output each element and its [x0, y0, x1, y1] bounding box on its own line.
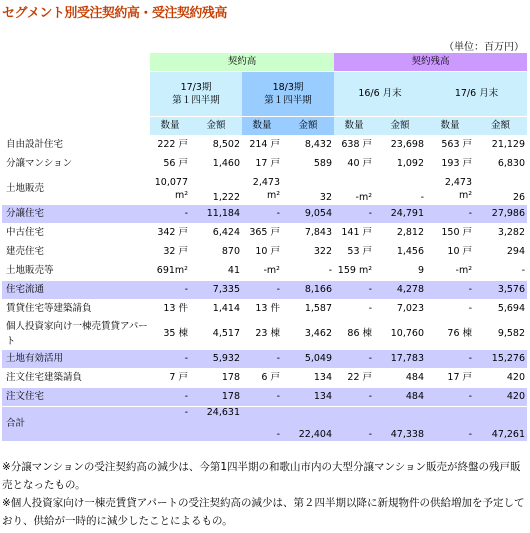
period-header: 17/6 月末	[426, 72, 527, 117]
sub-header: 金額	[374, 117, 426, 136]
amount-cell: 3,462	[282, 319, 334, 350]
amount-cell: 21,129	[474, 136, 527, 155]
quantity-cell: 53 戸	[334, 243, 374, 262]
quantity-cell: 6 戸	[242, 369, 282, 388]
quantity-cell: -	[150, 205, 190, 224]
quantity-cell: 17 戸	[426, 369, 474, 388]
row-label: 建売住宅	[2, 243, 150, 262]
sub-header: 金額	[282, 117, 334, 136]
period-line: 17/3期	[180, 82, 212, 93]
amount-cell: 870	[190, 243, 242, 262]
page-title: セグメント別受注契約高・受注契約残高	[2, 6, 227, 21]
sub-header-row	[2, 117, 527, 136]
unit-suffix: m²	[458, 190, 473, 201]
amount-cell: 134	[282, 369, 334, 388]
period-header: 16/6 月末	[334, 72, 426, 117]
table-row	[2, 262, 527, 281]
quantity-cell: -	[242, 388, 282, 407]
quantity-cell: -	[334, 300, 374, 319]
quantity-cell	[426, 174, 474, 205]
amount-cell: -	[374, 174, 426, 205]
sub-header: 金額	[474, 117, 527, 136]
amount-cell: 484	[374, 369, 426, 388]
footnote: ※分譲マンションの受注契約高の減少は、今第1四半期の和歌山市内の大型分譲マンション販売が終盤の残戸販売となったもの。	[2, 461, 521, 491]
amount-cell: -	[474, 262, 527, 281]
quantity-cell: -	[426, 407, 474, 442]
amount-cell: 5,932	[190, 350, 242, 369]
quantity-cell: 7 戸	[150, 369, 190, 388]
table-row	[2, 369, 527, 388]
quantity-cell: -m²	[426, 262, 474, 281]
period-line: 18/3期	[272, 82, 304, 93]
table-row	[2, 136, 527, 155]
sub-header: 数量	[242, 117, 282, 136]
row-label: 中古住宅	[2, 224, 150, 243]
row-label: 分譲住宅	[2, 205, 150, 224]
quantity-cell	[242, 174, 282, 205]
quantity-cell: -	[242, 350, 282, 369]
quantity-cell: 159 m²	[334, 262, 374, 281]
quantity-cell: -	[242, 281, 282, 300]
amount-cell: 6,830	[474, 155, 527, 174]
amount-cell: 9,582	[474, 319, 527, 350]
backlog-group-header: 契約残高	[334, 53, 527, 72]
sub-header: 数量	[334, 117, 374, 136]
amount-cell: 23,698	[374, 136, 426, 155]
amount-cell: 1,587	[282, 300, 334, 319]
amount-cell: 3,282	[474, 224, 527, 243]
amount-cell: -	[282, 262, 334, 281]
sub-header: 金額	[190, 117, 242, 136]
quantity-cell: 76 棟	[426, 319, 474, 350]
quantity-cell: 10 戸	[242, 243, 282, 262]
period-header	[242, 72, 334, 117]
period-header	[150, 72, 242, 117]
amount-cell: 7,023	[374, 300, 426, 319]
contract-group-header: 契約高	[150, 53, 334, 72]
quantity-cell: 86 棟	[334, 319, 374, 350]
amount-cell: 41	[190, 262, 242, 281]
quantity-cell: 563 戸	[426, 136, 474, 155]
table-row	[2, 155, 527, 174]
quantity-cell: 638 戸	[334, 136, 374, 155]
quantity-cell: 32 戸	[150, 243, 190, 262]
table-row	[2, 319, 527, 350]
quantity-cell: -	[150, 350, 190, 369]
quantity-value: 2,473	[444, 177, 473, 188]
quantity-cell: -	[334, 350, 374, 369]
row-label: 個人投資家向け一棟売賃貸アパート	[2, 319, 150, 350]
quantity-value: 2,473	[252, 177, 280, 188]
table-row	[2, 243, 527, 262]
quantity-cell: -	[426, 388, 474, 407]
amount-cell: 17,783	[374, 350, 426, 369]
amount-cell: 32	[282, 174, 334, 205]
quantity-cell: 40 戸	[334, 155, 374, 174]
quantity-cell: 13 件	[242, 300, 282, 319]
period-header-row	[2, 72, 527, 117]
quantity-cell: 13 件	[150, 300, 190, 319]
amount-cell: 7,843	[282, 224, 334, 243]
row-label: 自由設計住宅	[2, 136, 150, 155]
corner-cell	[2, 117, 150, 136]
quantity-value: 10,077	[154, 177, 188, 188]
row-label: 土地販売等	[2, 262, 150, 281]
amount-cell: 1,460	[190, 155, 242, 174]
quantity-cell: 23 棟	[242, 319, 282, 350]
amount-cell: 5,694	[474, 300, 527, 319]
quantity-cell: -	[334, 205, 374, 224]
amount-cell: 322	[282, 243, 334, 262]
quantity-cell	[150, 174, 190, 205]
amount-cell: 1,414	[190, 300, 242, 319]
quantity-cell: -	[426, 350, 474, 369]
quantity-cell: 17 戸	[242, 155, 282, 174]
quantity-cell: -	[242, 205, 282, 224]
quantity-cell: -	[334, 281, 374, 300]
quantity-cell: 35 棟	[150, 319, 190, 350]
quantity-cell: 150 戸	[426, 224, 474, 243]
amount-cell: 3,576	[474, 281, 527, 300]
quantity-cell: 365 戸	[242, 224, 282, 243]
footnotes	[2, 458, 528, 530]
amount-cell: 2,812	[374, 224, 426, 243]
quantity-cell: -	[150, 407, 190, 442]
unit-suffix: m²	[174, 190, 188, 201]
row-label: 土地有効活用	[2, 350, 150, 369]
amount-cell: 27,986	[474, 205, 527, 224]
amount-cell: 9,054	[282, 205, 334, 224]
amount-cell: 4,517	[190, 319, 242, 350]
amount-cell: 589	[282, 155, 334, 174]
amount-cell: 8,166	[282, 281, 334, 300]
table-row	[2, 281, 527, 300]
amount-cell: 9	[374, 262, 426, 281]
unit-label: （単位：百万円）	[444, 42, 524, 53]
quantity-cell: 56 戸	[150, 155, 190, 174]
quantity-cell: -	[426, 300, 474, 319]
quantity-cell: 193 戸	[426, 155, 474, 174]
amount-cell: 24,631	[190, 407, 242, 442]
amount-cell: 7,335	[190, 281, 242, 300]
table-row	[2, 205, 527, 224]
quantity-cell: -	[334, 388, 374, 407]
quantity-cell: 691m²	[150, 262, 190, 281]
unit-suffix: m²	[266, 190, 280, 201]
amount-cell: 24,791	[374, 205, 426, 224]
sub-header: 数量	[426, 117, 474, 136]
amount-cell: 8,502	[190, 136, 242, 155]
amount-cell: 294	[474, 243, 527, 262]
table-row	[2, 300, 527, 319]
table-row	[2, 388, 527, 407]
amount-cell: 8,432	[282, 136, 334, 155]
amount-cell: 178	[190, 369, 242, 388]
quantity-cell: -	[150, 281, 190, 300]
amount-cell: 420	[474, 369, 527, 388]
amount-cell: 6,424	[190, 224, 242, 243]
quantity-cell: 222 戸	[150, 136, 190, 155]
amount-cell: 47,338	[374, 407, 426, 442]
amount-cell: 134	[282, 388, 334, 407]
amount-cell: 4,278	[374, 281, 426, 300]
quantity-cell: -	[426, 205, 474, 224]
corner-cell	[2, 72, 150, 117]
amount-cell: 5,049	[282, 350, 334, 369]
group-header-row	[2, 53, 527, 72]
amount-cell: 420	[474, 388, 527, 407]
quantity-cell: 214 戸	[242, 136, 282, 155]
amount-cell: 22,404	[282, 407, 334, 442]
quantity-cell: 342 戸	[150, 224, 190, 243]
amount-cell: 1,456	[374, 243, 426, 262]
table-row	[2, 174, 527, 205]
amount-cell: 11,184	[190, 205, 242, 224]
amount-cell: 15,276	[474, 350, 527, 369]
quantity-cell: -	[334, 407, 374, 442]
row-label: 注文住宅	[2, 388, 150, 407]
amount-cell: 47,261	[474, 407, 527, 442]
quantity-cell: -m²	[334, 174, 374, 205]
row-label: 住宅流通	[2, 281, 150, 300]
quantity-cell: 22 戸	[334, 369, 374, 388]
period-line: 第１四半期	[264, 95, 312, 106]
quantity-cell: -	[150, 388, 190, 407]
sub-header: 数量	[150, 117, 190, 136]
table-row	[2, 224, 527, 243]
table-row	[2, 407, 527, 442]
row-label: 土地販売	[2, 174, 150, 205]
footnote: ※個人投資家向け一棟売賃貸アパートの受注契約高の減少は、第２四半期以降に新規物件の供給増加を予定しており、供給が一時的に減少したことによるもの。	[2, 497, 525, 527]
table-row	[2, 350, 527, 369]
amount-cell: 26	[474, 174, 527, 205]
amount-cell: 10,760	[374, 319, 426, 350]
amount-cell: 178	[190, 388, 242, 407]
quantity-cell: -	[426, 281, 474, 300]
row-label: 注文住宅建築請負	[2, 369, 150, 388]
table-body	[2, 136, 527, 442]
amount-cell: 1,092	[374, 155, 426, 174]
row-label: 分譲マンション	[2, 155, 150, 174]
quantity-cell: 10 戸	[426, 243, 474, 262]
row-label: 賃貸住宅等建築請負	[2, 300, 150, 319]
quantity-cell: -	[242, 407, 282, 442]
amount-cell: 484	[374, 388, 426, 407]
segment-table	[2, 53, 527, 442]
quantity-cell: 141 戸	[334, 224, 374, 243]
quantity-cell: -m²	[242, 262, 282, 281]
amount-cell: 1,222	[190, 174, 242, 205]
row-label: 合計	[2, 407, 150, 442]
corner-cell	[2, 53, 150, 72]
period-line: 第１四半期	[172, 95, 220, 106]
